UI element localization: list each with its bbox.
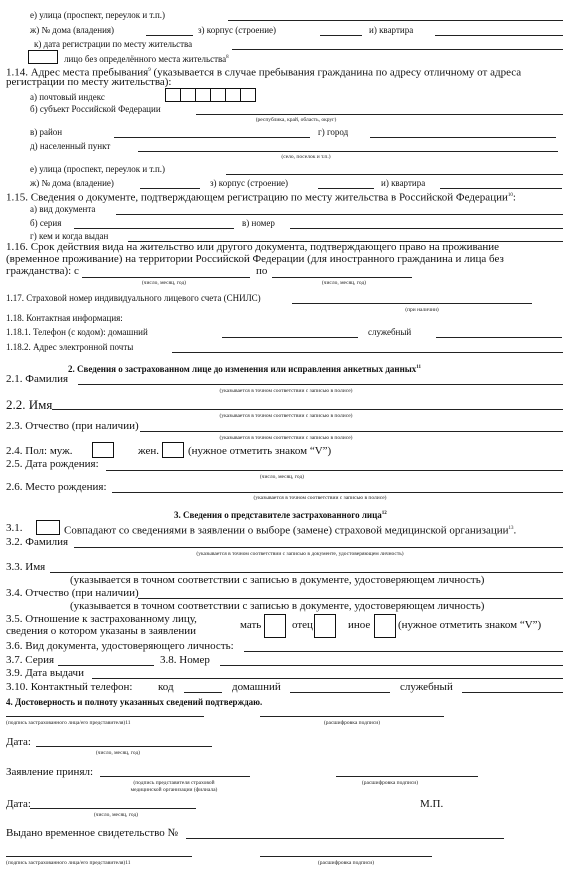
phone-work-field[interactable] (436, 337, 562, 338)
relation-father-label: отец (292, 619, 313, 631)
doc-type-label: а) вид документа (30, 204, 96, 214)
applicant-date-caption: (число, месяц, год) (95, 750, 141, 756)
residence-from-field[interactable] (82, 277, 250, 278)
prev-sex-female-label: жен. (138, 445, 159, 457)
stay-building-field[interactable] (318, 188, 374, 189)
rep-issue-date-field[interactable] (92, 678, 563, 679)
rep-phone-label: 3.10. Контактный телефон: (6, 681, 133, 693)
apartment-field[interactable] (435, 35, 563, 36)
federal-subject-field[interactable] (196, 114, 563, 115)
smo-rep-signature-field[interactable] (100, 776, 250, 777)
building-label: з) корпус (строение) (198, 25, 277, 35)
rep-surname-field[interactable] (74, 547, 563, 548)
federal-subject-label: б) субъект Российской Федерации (30, 104, 161, 114)
residence-to-field[interactable] (272, 277, 412, 278)
residence-from-label: гражданства): с (6, 265, 79, 277)
residence-to-label: по (256, 265, 268, 277)
doc-number-label: в) номер (242, 218, 275, 228)
prev-surname-label: 2.1. Фамилия (6, 373, 69, 385)
relation-mother-label: мать (240, 619, 262, 631)
prev-sex-label: 2.4. Пол: муж. (6, 445, 73, 457)
rep-phone-code-field[interactable] (184, 692, 222, 693)
accepted-date-label: Дата: (6, 798, 31, 810)
prev-name-field[interactable] (52, 409, 563, 410)
applicant-date-field[interactable] (36, 746, 212, 747)
rep-match-number: 3.1. (6, 522, 23, 534)
rep-id-doc-label: 3.6. Вид документа, удостоверяющего личность: (6, 640, 234, 652)
rep-id-doc-field[interactable] (244, 651, 563, 652)
rep-relation-label: 3.5. Отношение к застрахованному лицу, (6, 613, 197, 625)
prev-birthdate-caption: (число, месяц, год) (259, 474, 305, 480)
prev-birthplace-field[interactable] (112, 492, 563, 493)
prev-birthdate-label: 2.5. Дата рождения: (6, 458, 99, 470)
doc-type-field[interactable] (116, 214, 563, 215)
prev-surname-field[interactable] (78, 384, 563, 385)
federal-subject-caption: (республика, край, область, округ) (255, 117, 337, 123)
stamp-place-label: М.П. (420, 798, 444, 810)
prev-birthplace-label: 2.6. Место рождения: (6, 481, 107, 493)
postal-index-label: а) почтовый индекс (30, 92, 105, 102)
rep-number-label: 3.8. Номер (160, 654, 210, 666)
apartment-label: и) квартира (369, 25, 414, 35)
stay-house-field[interactable] (140, 188, 200, 189)
rep-series-label: 3.7. Серия (6, 654, 55, 666)
rep-name-caption: (указывается в точном соответствии с записью в документе, удостоверяющем личность) (70, 574, 485, 586)
rep-series-field[interactable] (58, 665, 154, 666)
stay-apartment-field[interactable] (440, 188, 562, 189)
prev-birthdate-field[interactable] (106, 470, 563, 471)
locality-label: д) населенный пункт (30, 141, 111, 151)
prev-patronymic-field[interactable] (140, 431, 563, 432)
residence-permit-heading: 1.16. Срок действия вида на жительство или другого документа, подтверждающего право на проживание (6, 241, 500, 253)
district-label: в) район (30, 127, 63, 137)
relation-other-label: иное (348, 619, 371, 631)
final-signature-decoding-caption: (расшифровка подписи) (317, 860, 375, 866)
locality-caption: (село, поселок и т.п.) (281, 154, 331, 160)
applicant-signature-field[interactable] (6, 716, 204, 717)
phone-work-label: служебный (368, 327, 412, 337)
rep-phone-home-label: домашний (232, 681, 281, 693)
rep-surname-caption: (указывается в точном соответствии с записью в документе, удостоверяющем личность) (196, 551, 404, 557)
temp-certificate-label: Выдано временное свидетельство № (6, 827, 178, 839)
email-label: 1.18.2. Адрес электронной почты (6, 342, 134, 352)
rep-phone-work-field[interactable] (462, 692, 563, 693)
applicant-signature-decoding-field[interactable] (260, 716, 444, 717)
prev-name-label: 2.2. Имя (6, 397, 53, 412)
rep-phone-work-label: служебный (400, 681, 453, 693)
rep-match-label: Совпадают со сведениями в заявлении о выборе (замене) страховой медицинской организации$^{13}$. (64, 524, 517, 537)
accepted-date-caption: (число, месяц, год) (93, 812, 139, 818)
relation-father-checkbox[interactable] (314, 614, 336, 638)
doc-series-label: б) серия (30, 218, 62, 228)
postal-index-cells[interactable] (166, 88, 256, 102)
rep-number-field[interactable] (220, 665, 563, 666)
relation-hint: (нужное отметить знаком “V”) (398, 619, 542, 631)
temp-certificate-field[interactable] (186, 838, 504, 839)
rep-surname-label: 3.2. Фамилия (6, 536, 69, 548)
stay-street-field[interactable] (226, 174, 563, 175)
rep-match-checkbox[interactable] (36, 520, 60, 535)
smo-rep-decoding-field[interactable] (336, 776, 478, 777)
stay-address-heading-cont: регистрации по месту жительства): (6, 76, 172, 88)
section-3-heading: 3. Сведения о представителе застрахованного лица$^{12}$ (174, 510, 387, 520)
prev-birthplace-caption: (указывается в точном соответствии с записью в полисе) (253, 495, 387, 501)
section-4-heading: 4. Достоверность и полноту указанных сведений подтверждаю. (6, 697, 263, 707)
accepted-by-label: Заявление принял: (6, 766, 94, 778)
doc-series-field[interactable] (74, 228, 234, 229)
rep-issue-date-label: 3.9. Дата выдачи (6, 667, 84, 679)
prev-patronymic-label: 2.3. Отчество (при наличии) (6, 420, 139, 432)
final-signature-caption: (подпись застрахованного лица/его представителя)11 (6, 860, 131, 866)
residence-to-caption: (число, месяц, год) (321, 280, 367, 286)
rep-phone-code-label: код (158, 681, 174, 693)
doc-issuer-label: г) кем и когда выдан (30, 231, 109, 241)
rep-name-field[interactable] (50, 572, 563, 573)
street-field[interactable] (228, 20, 563, 21)
building-field[interactable] (320, 35, 362, 36)
homeless-checkbox[interactable] (28, 50, 58, 64)
prev-sex-male-checkbox[interactable] (92, 442, 114, 458)
rep-patronymic-label: 3.4. Отчество (при наличии) (6, 587, 139, 599)
house-label: ж) № дома (владения) (30, 25, 115, 35)
city-field[interactable] (370, 137, 556, 138)
email-field[interactable] (172, 352, 563, 353)
district-field[interactable] (114, 137, 310, 138)
snils-field[interactable] (292, 303, 532, 304)
house-field[interactable] (146, 35, 193, 36)
final-signature-decoding-field[interactable] (260, 856, 432, 857)
smo-rep-signature-caption: (подпись представителя страховой (133, 780, 215, 786)
section-2-heading: 2. Сведения о застрахованном лице до изменения или исправления анкетных данных$^{11}$ (68, 364, 422, 374)
contact-info-label: 1.18. Контактная информация: (6, 313, 123, 323)
rep-phone-home-field[interactable] (290, 692, 390, 693)
phone-home-field[interactable] (222, 337, 358, 338)
stay-building-label: з) корпус (строение) (210, 178, 289, 188)
stay-house-label: ж) № дома (владение) (30, 178, 114, 188)
rep-patronymic-caption: (указывается в точном соответствии с записью в документе, удостоверяющем личность) (70, 600, 485, 612)
applicant-date-label: Дата: (6, 736, 31, 748)
relation-mother-checkbox[interactable] (264, 614, 286, 638)
smo-rep-decoding-caption: (расшифровка подписи) (361, 780, 419, 786)
prev-surname-caption: (указывается в точном соответствии с записью в полисе) (219, 388, 353, 394)
street-label: е) улица (проспект, переулок и т.п.) (30, 10, 166, 20)
stay-street-label: е) улица (проспект, переулок и т.п.) (30, 164, 166, 174)
rep-name-label: 3.3. Имя (6, 561, 46, 573)
smo-rep-signature-caption-cont: медицинской организации (филиала) (130, 787, 218, 793)
rep-patronymic-field[interactable] (138, 598, 563, 599)
snils-caption: (при наличии) (405, 307, 439, 313)
final-signature-field[interactable] (6, 856, 192, 857)
applicant-signature-caption: (подпись застрахованного лица/его представителя)11 (6, 720, 131, 726)
reg-document-heading: 1.15. Сведения о документе, подтверждающем регистрацию по месту жительства в Российской Федерации$^{10}$: (6, 191, 516, 204)
applicant-signature-decoding-caption: (расшифровка подписи) (323, 720, 381, 726)
accepted-date-field[interactable] (30, 808, 196, 809)
prev-patronymic-caption: (указывается в точном соответствии с записью в полисе) (219, 435, 353, 441)
phone-home-label: 1.18.1. Телефон (с кодом): домашний (6, 327, 148, 337)
rep-relation-label-cont: сведения о котором указаны в заявлении (6, 625, 196, 637)
residence-permit-heading-cont: (временное проживание) на территории Российской Федерации (для иностранного гражданина и лица без (6, 253, 504, 265)
prev-name-caption: (указывается в точном соответствии с записью в полисе) (219, 413, 353, 419)
city-label: г) город (318, 127, 349, 137)
stay-address-heading: 1.14. Адрес места пребывания$^9$ (указывается в случае пребывания гражданина по адресу отличному от адреса (6, 66, 522, 79)
prev-sex-hint: (нужное отметить знаком “V”) (188, 445, 332, 457)
prev-sex-female-checkbox[interactable] (162, 442, 184, 458)
registration-date-field[interactable] (232, 49, 563, 50)
locality-field[interactable] (138, 151, 558, 152)
stay-apartment-label: и) квартира (381, 178, 426, 188)
doc-number-field[interactable] (290, 228, 563, 229)
snils-label: 1.17. Страховой номер индивидуального лицевого счета (СНИЛС) (6, 293, 261, 303)
relation-other-checkbox[interactable] (374, 614, 396, 638)
registration-date-label: к) дата регистрации по месту жительства (34, 39, 193, 49)
homeless-label: лицо без определённого места жительства$^8$ (64, 54, 229, 64)
residence-from-caption: (число, месяц, год) (141, 280, 187, 286)
